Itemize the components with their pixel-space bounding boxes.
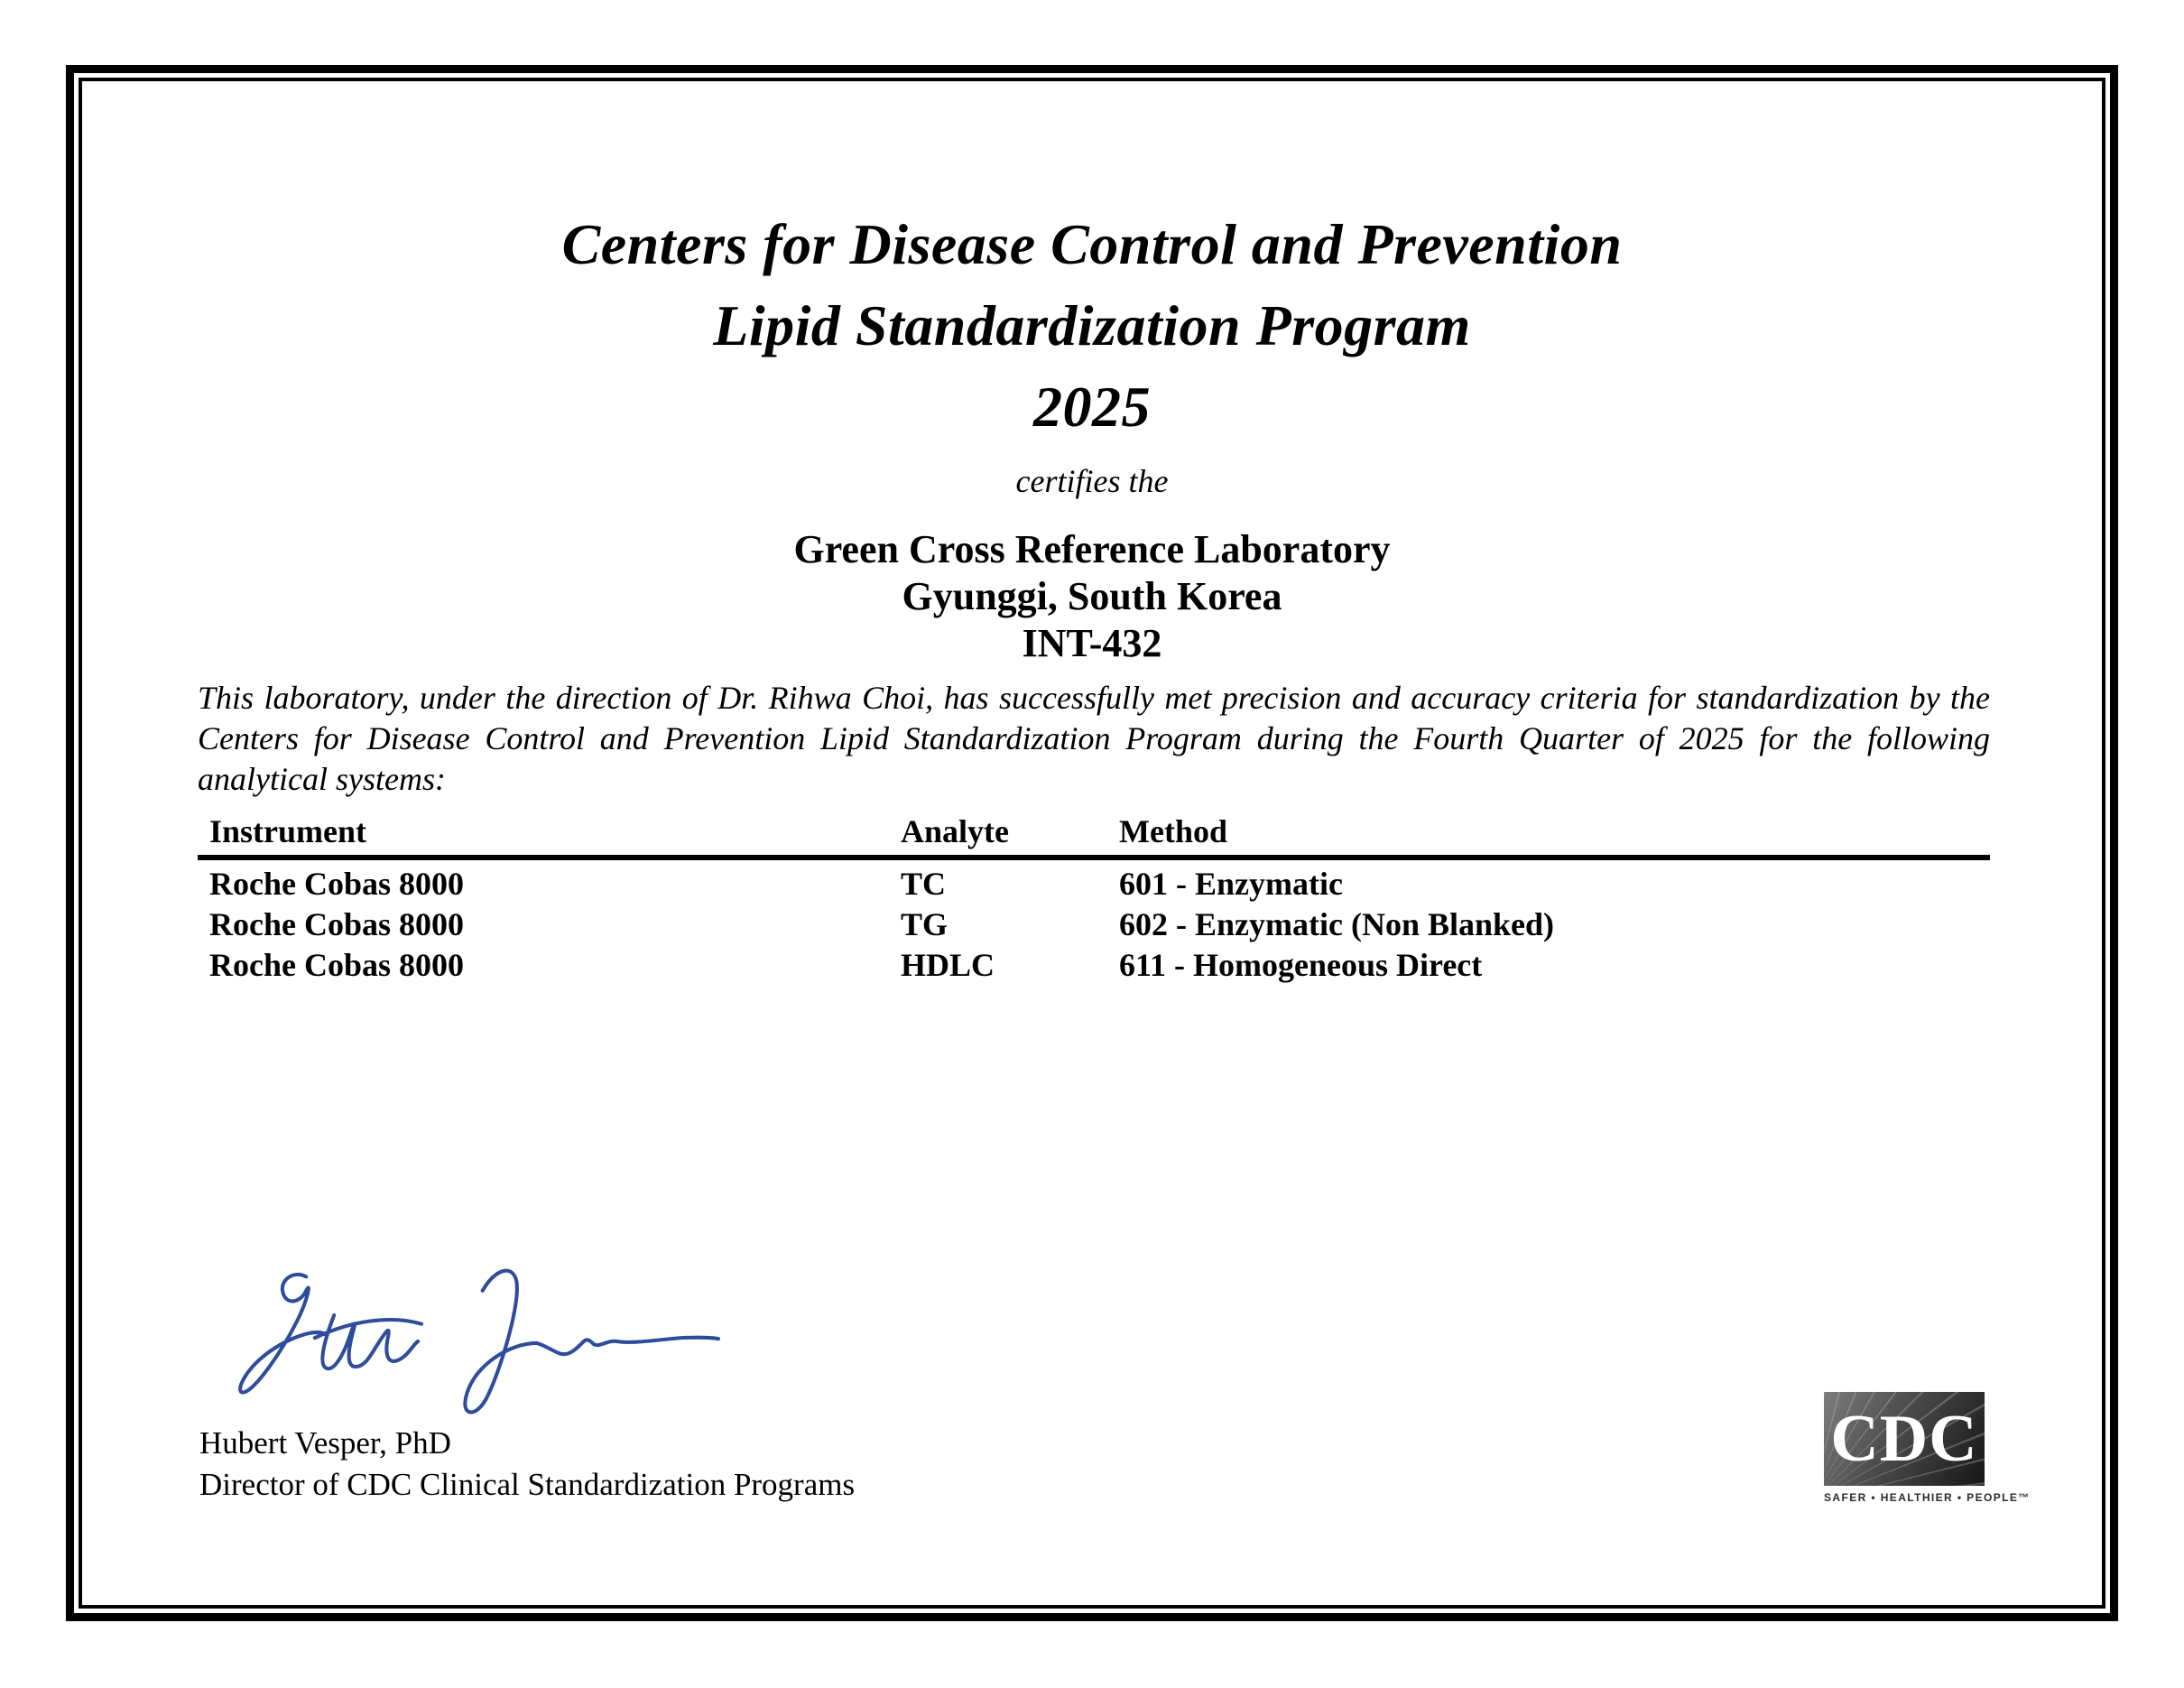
header-method: Method (1119, 813, 1227, 849)
cell-method: 601 - Enzymatic (1119, 866, 1343, 902)
cdc-logo (1824, 1392, 2031, 1504)
table-body (198, 864, 1990, 986)
recipient-name: Green Cross Reference Laboratory (793, 527, 1391, 571)
certifies-label: certifies the (1015, 463, 1169, 499)
header-analyte: Analyte (901, 813, 1009, 849)
signature-strokes-svg (203, 1253, 745, 1430)
table-row (198, 864, 1990, 904)
cell-method: 611 - Homogeneous Direct (1119, 947, 1483, 983)
signatory-name: Hubert Vesper, PhD (199, 1425, 451, 1461)
title-line-program-org: Centers for Disease Control and Prevention (561, 212, 1623, 276)
table-header-rule (198, 855, 1990, 860)
cdc-logo-acronym: CDC (1830, 1402, 1978, 1476)
cdc-logo-box (1824, 1392, 1985, 1486)
recipient-location: Gyunggi, South Korea (902, 574, 1282, 618)
cell-instrument: Roche Cobas 8000 (209, 947, 465, 983)
cdc-logo-tagline: SAFER • HEALTHIER • PEOPLE™ (1824, 1491, 2031, 1504)
handwritten-signature (203, 1253, 745, 1430)
signatory-title: Director of CDC Clinical Standardization Programs (199, 1467, 856, 1502)
recipient-id: INT-432 (1022, 621, 1162, 665)
title-line-year: 2025 (1033, 375, 1151, 439)
recipient-block (0, 526, 2184, 667)
analytical-systems-table (198, 810, 1990, 986)
header-instrument: Instrument (209, 813, 367, 849)
cell-analyte: TC (901, 866, 947, 902)
cell-instrument: Roche Cobas 8000 (209, 866, 465, 902)
table-row (198, 945, 1990, 986)
title-line-program-name: Lipid Standardization Program (713, 293, 1471, 357)
cell-instrument: Roche Cobas 8000 (209, 906, 465, 942)
certification-statement: This laboratory, under the direction of Dr. Rihwa Choi, has successfully met precision and accuracy criteria for standardization by the Centers for Disease Control and Prevention Lipid Standardization Program during the Fourth Quarter of 2025 for the following analytical systems: (198, 680, 1990, 797)
table-row (198, 904, 1990, 945)
cell-analyte: TG (901, 906, 949, 942)
certificate-title (0, 204, 2184, 448)
table-header-row (198, 810, 1990, 853)
cell-method: 602 - Enzymatic (Non Blanked) (1119, 906, 1555, 942)
cell-analyte: HDLC (901, 947, 995, 983)
signatory-block (199, 1423, 855, 1506)
